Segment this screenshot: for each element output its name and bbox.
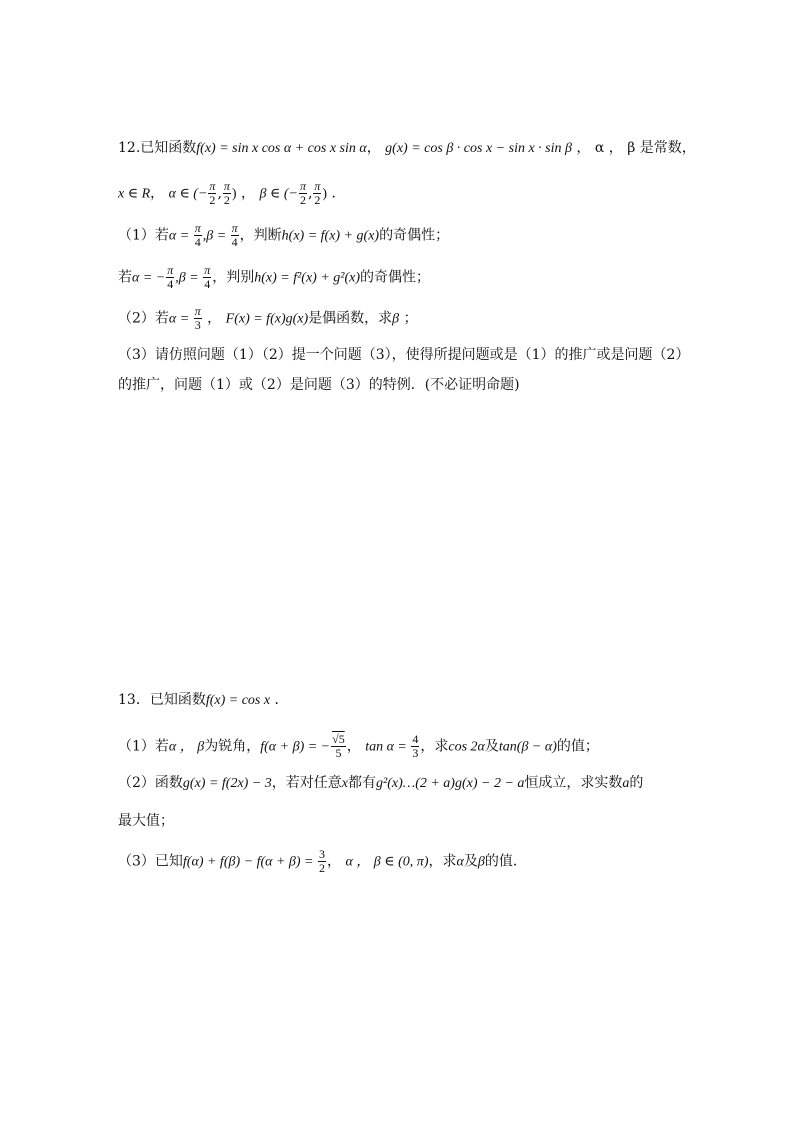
fraction-pi-2: $\frac{\pi}{2}$	[209, 179, 216, 207]
q12-line-2: x ∈ R， α ∈ (− $\frac{\pi}{2}$ , $\frac{\pi}{2}$ ) ， β ∈ (− $\frac{\pi}{2}$ , $\frac{\pi}{2}$ ) ．	[118, 179, 346, 207]
q12-part3-line2: 的推广，问题（1）或（2）是问题（3）的特例．(不必证明命题)	[118, 377, 520, 393]
q12-p1b-h: h(x) = f²(x) + g²(x)	[254, 270, 360, 286]
q12-line-1: 12.已知函数f(x) = sin x cos α + cos x sin α， g(x) = cos β · cos x − sin x · sin β ， α ， β 是常数，	[118, 140, 696, 156]
q12-fx: f(x) = sin x cos α + cos x sin α	[196, 141, 367, 156]
q12-p1-h: h(x) = f(x) + g(x)	[281, 228, 380, 244]
q12-part1: （1）若α = $\frac{\pi}{4}$ ,β = $\frac{\pi}{4}$ ，判断h(x) = f(x) + g(x)的奇偶性；	[118, 221, 450, 249]
fraction-pi-4: $\frac{\pi}{4}$	[194, 221, 201, 249]
fraction-4-3: $\frac{4}{3}$	[412, 732, 419, 760]
q12-domain-x: x ∈ R	[118, 186, 151, 202]
q13-number: 13．	[118, 692, 150, 708]
q12-gx: g(x) = cos β · cos x − sin x · sin β	[385, 141, 572, 156]
q12-part1b: 若α = − $\frac{\pi}{4}$ ,β = $\frac{\pi}{4}$ ，判别h(x) = f²(x) + g²(x)的奇偶性；	[118, 263, 430, 291]
fraction-pi-4: $\frac{\pi}{4}$	[204, 263, 211, 291]
q13-part2-line1: （2）函数g(x) = f(2x) − 3，若对任意x都有g²(x)…(2 + a)g(x) − 2 − a恒成立，求实数a的	[118, 775, 644, 791]
q12-number: 12.	[118, 140, 141, 156]
q12-p1-label: （1）若	[118, 227, 169, 244]
q13-line-1: 13．已知函数f(x) = cos x ．	[118, 692, 289, 708]
fraction-pi-3: $\frac{\pi}{3}$	[194, 304, 201, 332]
fraction-sqrt5-5: $\frac{√5}{5}$	[332, 732, 345, 760]
q12-const-text: α ， β 是常数，	[594, 140, 696, 156]
q13-p2-ineq: g²(x)…(2 + a)g(x) − 2 − a	[376, 776, 525, 791]
q12-intro: 已知函数	[140, 140, 197, 156]
q12-p2-F: F(x) = f(x)g(x)	[225, 311, 309, 327]
q13-part2-line2: 最大值；	[118, 813, 174, 829]
q13-p2-g: g(x) = f(2x) − 3	[182, 776, 272, 791]
fraction-pi-4: $\frac{\pi}{4}$	[231, 221, 238, 249]
fraction-3-2: $\frac{3}{2}$	[319, 847, 325, 875]
q12-beta-range: β ∈ (−	[259, 186, 298, 202]
fraction-pi-2: $\frac{\pi}{2}$	[299, 179, 306, 207]
fraction-pi-4: $\frac{\pi}{4}$	[167, 263, 174, 291]
fraction-pi-2: $\frac{\pi}{2}$	[223, 179, 230, 207]
q13-p3-eq: f(α) + f(β) − f(α + β) =	[182, 854, 317, 870]
q12-part3-line1: （3）请仿照问题（1）（2）提一个问题（3），使得所提问题或是（1）的推广或是问题（2）	[118, 347, 690, 363]
q13-fx: f(x) = cos x	[205, 693, 271, 708]
q13-part1: （1）若α ， β为锐角，f(α + β) = − $\frac{√5}{5}$ ， tan α = $\frac{4}{3}$ ，求cos 2α及tan(β − α)的值；	[118, 732, 599, 760]
fraction-pi-2: $\frac{\pi}{2}$	[314, 179, 321, 207]
q12-part2: （2）若α = $\frac{\pi}{3}$ ， F(x) = f(x)g(x)是偶函数，求β ；	[118, 304, 418, 332]
q13-part3: （3）已知f(α) + f(β) − f(α + β) = $\frac{3}{2}$ ， α ， β ∈ (0, π)，求α及β的值．	[118, 847, 527, 875]
q12-alpha-range: α ∈ (−	[168, 186, 208, 202]
